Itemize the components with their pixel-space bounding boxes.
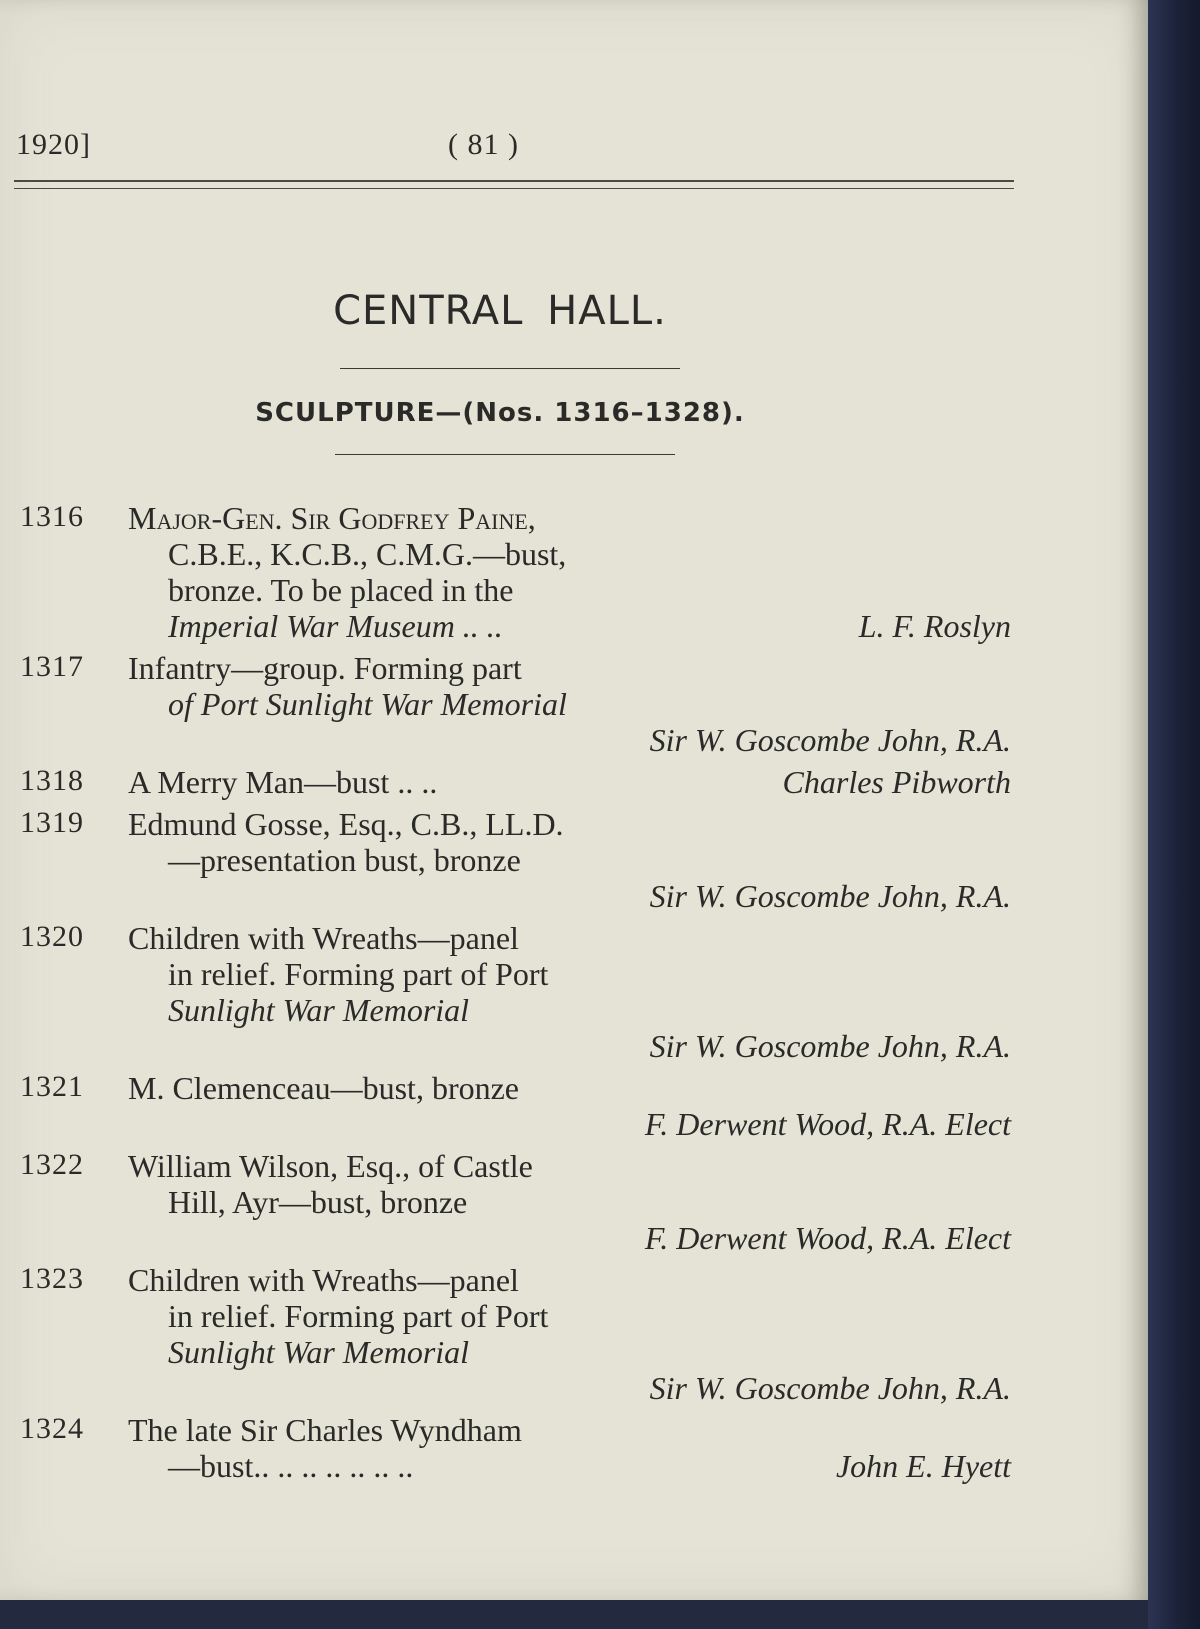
entry-title: The late Sir Charles Wyndham <box>128 1412 522 1448</box>
list-item <box>0 650 1020 758</box>
entry-line: —bust.. .. .. .. .. .. .. <box>168 1448 414 1484</box>
entry-title: Children with Wreaths—panel <box>128 920 519 956</box>
entry-list <box>0 500 1020 1490</box>
header-rule <box>14 180 1014 189</box>
entry-line: C.B.E., K.C.B., C.M.G.—bust, <box>168 536 567 572</box>
entry-number: 1324 <box>20 1412 84 1445</box>
list-item <box>0 1148 1020 1256</box>
entry-line: in relief. Forming part of Port <box>168 956 549 992</box>
entry-line: in relief. Forming part of Port <box>168 1298 549 1334</box>
entry-number: 1322 <box>20 1148 84 1181</box>
entry-title: Edmund Gosse, Esq., C.B., LL.D. <box>128 806 564 842</box>
list-item <box>0 1070 1020 1142</box>
list-item <box>0 1262 1020 1406</box>
entry-number: 1323 <box>20 1262 84 1295</box>
entry-title: A Merry Man—bust .. .. <box>128 764 438 800</box>
entry-artist: Sir W. Goscombe John, R.A. <box>649 722 1011 758</box>
entry-title: M. Clemenceau—bust, bronze <box>128 1070 519 1106</box>
entry-line: Sunlight War Memorial <box>168 1334 470 1370</box>
entry-title: William Wilson, Esq., of Castle <box>128 1148 533 1184</box>
entry-line: bronze. To be placed in the <box>168 572 514 608</box>
entry-line: of Port Sunlight War Memorial <box>168 686 567 722</box>
entry-artist: John E. Hyett <box>835 1448 1011 1484</box>
section-subtitle: SCULPTURE—(Nos. 1316–1328). <box>255 398 745 428</box>
entry-artist: Charles Pibworth <box>782 764 1011 800</box>
book-spine <box>1148 0 1200 1629</box>
entry-artist: Sir W. Goscombe John, R.A. <box>649 878 1011 914</box>
section-title: CENTRAL HALL. <box>333 288 667 334</box>
entry-title: Major-Gen. Sir Godfrey Paine, <box>128 500 536 536</box>
entry-line: Imperial War Museum .. .. <box>168 608 503 644</box>
entry-artist: Sir W. Goscombe John, R.A. <box>649 1028 1011 1064</box>
entry-artist: F. Derwent Wood, R.A. Elect <box>644 1106 1011 1142</box>
running-head-year: 1920] <box>16 128 91 161</box>
entry-line: —presentation bust, bronze <box>168 842 521 878</box>
list-item <box>0 920 1020 1064</box>
entry-artist: L. F. Roslyn <box>858 608 1011 644</box>
entry-number: 1318 <box>20 764 84 797</box>
entry-number: 1319 <box>20 806 84 839</box>
list-item <box>0 806 1020 914</box>
title-rule <box>340 368 680 369</box>
entry-title: Infantry—group. Forming part <box>128 650 522 686</box>
subtitle-rule <box>335 454 675 455</box>
entry-number: 1316 <box>20 500 84 533</box>
list-item <box>0 500 1020 644</box>
entry-artist: Sir W. Goscombe John, R.A. <box>649 1370 1011 1406</box>
list-item <box>0 764 1020 800</box>
entry-line: Hill, Ayr—bust, bronze <box>168 1184 468 1220</box>
cover-edge <box>0 1600 1148 1629</box>
entry-number: 1317 <box>20 650 84 683</box>
entry-line: Sunlight War Memorial <box>168 992 470 1028</box>
list-item <box>0 1412 1020 1484</box>
entry-number: 1321 <box>20 1070 84 1103</box>
entry-artist: F. Derwent Wood, R.A. Elect <box>644 1220 1011 1256</box>
entry-title: Children with Wreaths—panel <box>128 1262 519 1298</box>
page-number: ( 81 ) <box>448 128 519 161</box>
entry-number: 1320 <box>20 920 84 953</box>
